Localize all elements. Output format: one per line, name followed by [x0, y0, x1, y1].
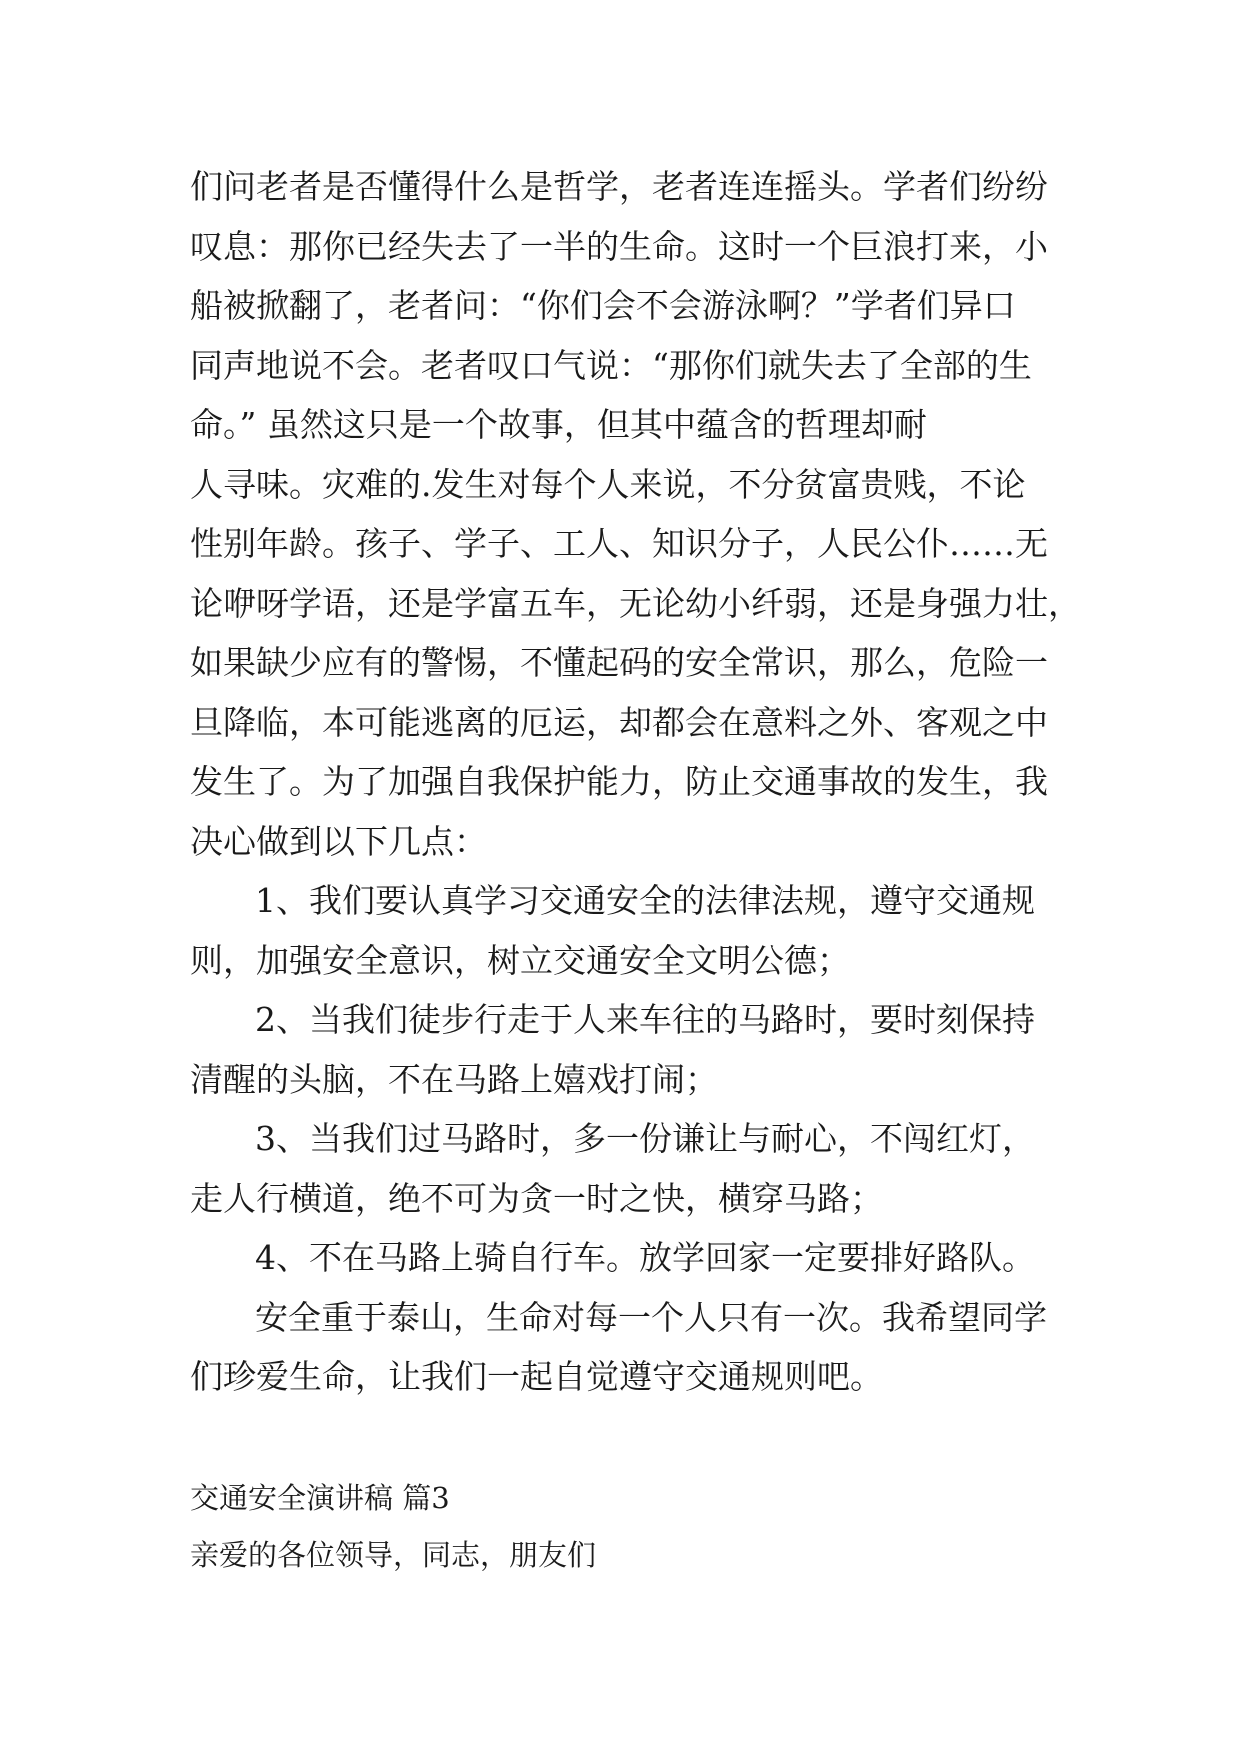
- paragraph-line: 论咿呀学语，还是学富五车，无论幼小纤弱，还是身强力壮，: [190, 584, 1081, 623]
- paragraph-line: 旦降临，本可能逃离的厄运，却都会在意料之外、客观之中: [190, 703, 1048, 742]
- paragraph-line: 同声地说不会。老者叹口气说：“那你们就失去了全部的生: [190, 346, 1032, 385]
- list-item-4: 4、不在马路上骑自行车。放学回家一定要排好路队。: [255, 1238, 1035, 1277]
- greeting: 亲爱的各位领导，同志，朋友们: [190, 1538, 597, 1572]
- paragraph-line: 人寻味。灾难的.发生对每个人来说，不分贫富贵贱，不论: [190, 465, 1026, 504]
- list-item-1: 1、我们要认真学习交通安全的法律法规，遵守交通规: [255, 881, 1035, 920]
- paragraph-line: 则，加强安全意识，树立交通安全文明公德；: [190, 941, 850, 980]
- list-item-3: 3、当我们过马路时，多一份谦让与耐心，不闯红灯，: [255, 1119, 1035, 1158]
- paragraph-line: 决心做到以下几点：: [190, 822, 487, 861]
- paragraph-line: 们问老者是否懂得什么是哲学，老者连连摇头。学者们纷纷: [190, 167, 1048, 206]
- paragraph-line: 船被掀翻了，老者问：“你们会不会游泳啊？”学者们异口: [190, 286, 1016, 325]
- paragraph-line: 清醒的头脑，不在马路上嬉戏打闹；: [190, 1060, 718, 1099]
- paragraph-line: 性别年龄。孩子、学子、工人、知识分子，人民公仆……无: [190, 524, 1048, 563]
- paragraph-line: 命。” 虽然这只是一个故事，但其中蕴含的哲理却耐: [190, 405, 927, 444]
- paragraph-line: 发生了。为了加强自我保护能力，防止交通事故的发生，我: [190, 762, 1048, 801]
- list-item-2: 2、当我们徒步行走于人来车往的马路时，要时刻保持: [255, 1000, 1035, 1039]
- closing-paragraph: 安全重于泰山，生命对每一个人只有一次。我希望同学: [255, 1298, 1047, 1337]
- paragraph-line: 如果缺少应有的警惕，不懂起码的安全常识，那么，危险一: [190, 643, 1048, 682]
- paragraph-line: 走人行横道，绝不可为贪一时之快，横穿马路；: [190, 1179, 883, 1218]
- paragraph-line: 叹息：那你已经失去了一半的生命。这时一个巨浪打来，小: [190, 227, 1048, 266]
- paragraph-line: 们珍爱生命，让我们一起自觉遵守交通规则吧。: [190, 1357, 883, 1396]
- section-title: 交通安全演讲稿 篇3: [190, 1481, 450, 1515]
